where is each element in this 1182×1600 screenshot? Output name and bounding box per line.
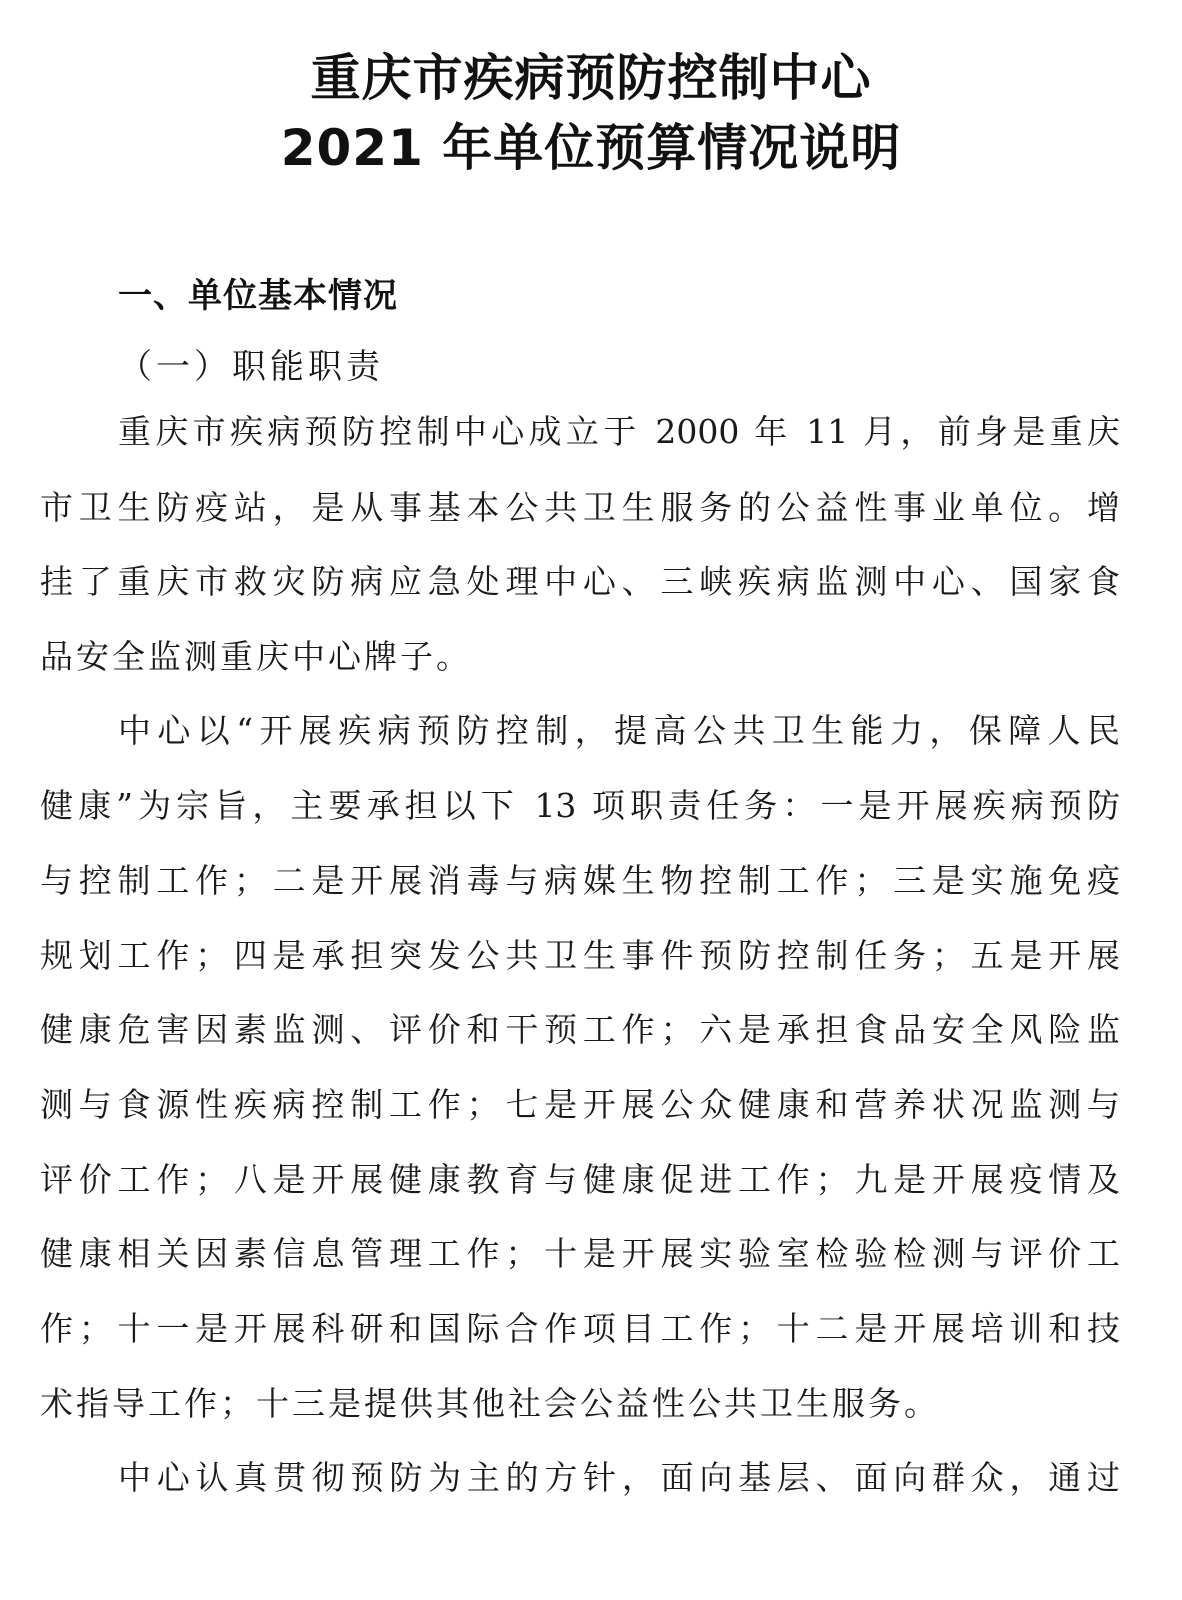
section-heading-basic-info: 一、单位基本情况 [118,276,398,316]
document-title-line-1: 重庆市疾病预防控制中心 [310,49,872,107]
paragraph-2-line: 规划工作；四是承担突发公共卫生事件预防控制任务；五是开展 [40,936,1120,975]
paragraph-2-line: 健康危害因素监测、评价和干预工作；六是承担食品安全风险监 [40,1010,1120,1049]
paragraph-2-line: 健康”为宗旨，主要承担以下 13 项职责任务：一是开展疾病预防 [40,786,1120,825]
paragraph-1-line: 挂了重庆市救灾防病应急处理中心、三峡疾病监测中心、国家食 [40,562,1120,601]
paragraph-1-line: 市卫生防疫站，是从事基本公共卫生服务的公益性事业单位。增 [40,488,1120,527]
subsection-heading-functions: （一）职能职责 [118,347,384,387]
document-title-line-2: 2021 年单位预算情况说明 [280,119,902,177]
paragraph-1-line: 重庆市疾病预防控制中心成立于 2000 年 11 月，前身是重庆 [118,412,1120,451]
paragraph-2-line: 作；十一是开展科研和国际合作项目工作；十二是开展培训和技 [40,1309,1120,1348]
paragraph-2-line: 术指导工作；十三是提供其他社会公益性公共卫生服务。 [40,1384,940,1423]
paragraph-3-line: 中心认真贯彻预防为主的方针，面向基层、面向群众，通过 [118,1458,1120,1497]
paragraph-2-line: 健康相关因素信息管理工作；十是开展实验室检验检测与评价工 [40,1234,1120,1273]
paragraph-1-line: 品安全监测重庆中心牌子。 [40,637,472,676]
paragraph-2-line: 中心以“开展疾病预防控制，提高公共卫生能力，保障人民 [118,711,1120,750]
paragraph-2-line: 与控制工作；二是开展消毒与病媒生物控制工作；三是实施免疫 [40,861,1120,900]
paragraph-2-line: 评价工作；八是开展健康教育与健康促进工作；九是开展疫情及 [40,1160,1120,1199]
paragraph-2-line: 测与食源性疾病控制工作；七是开展公众健康和营养状况监测与 [40,1085,1120,1124]
